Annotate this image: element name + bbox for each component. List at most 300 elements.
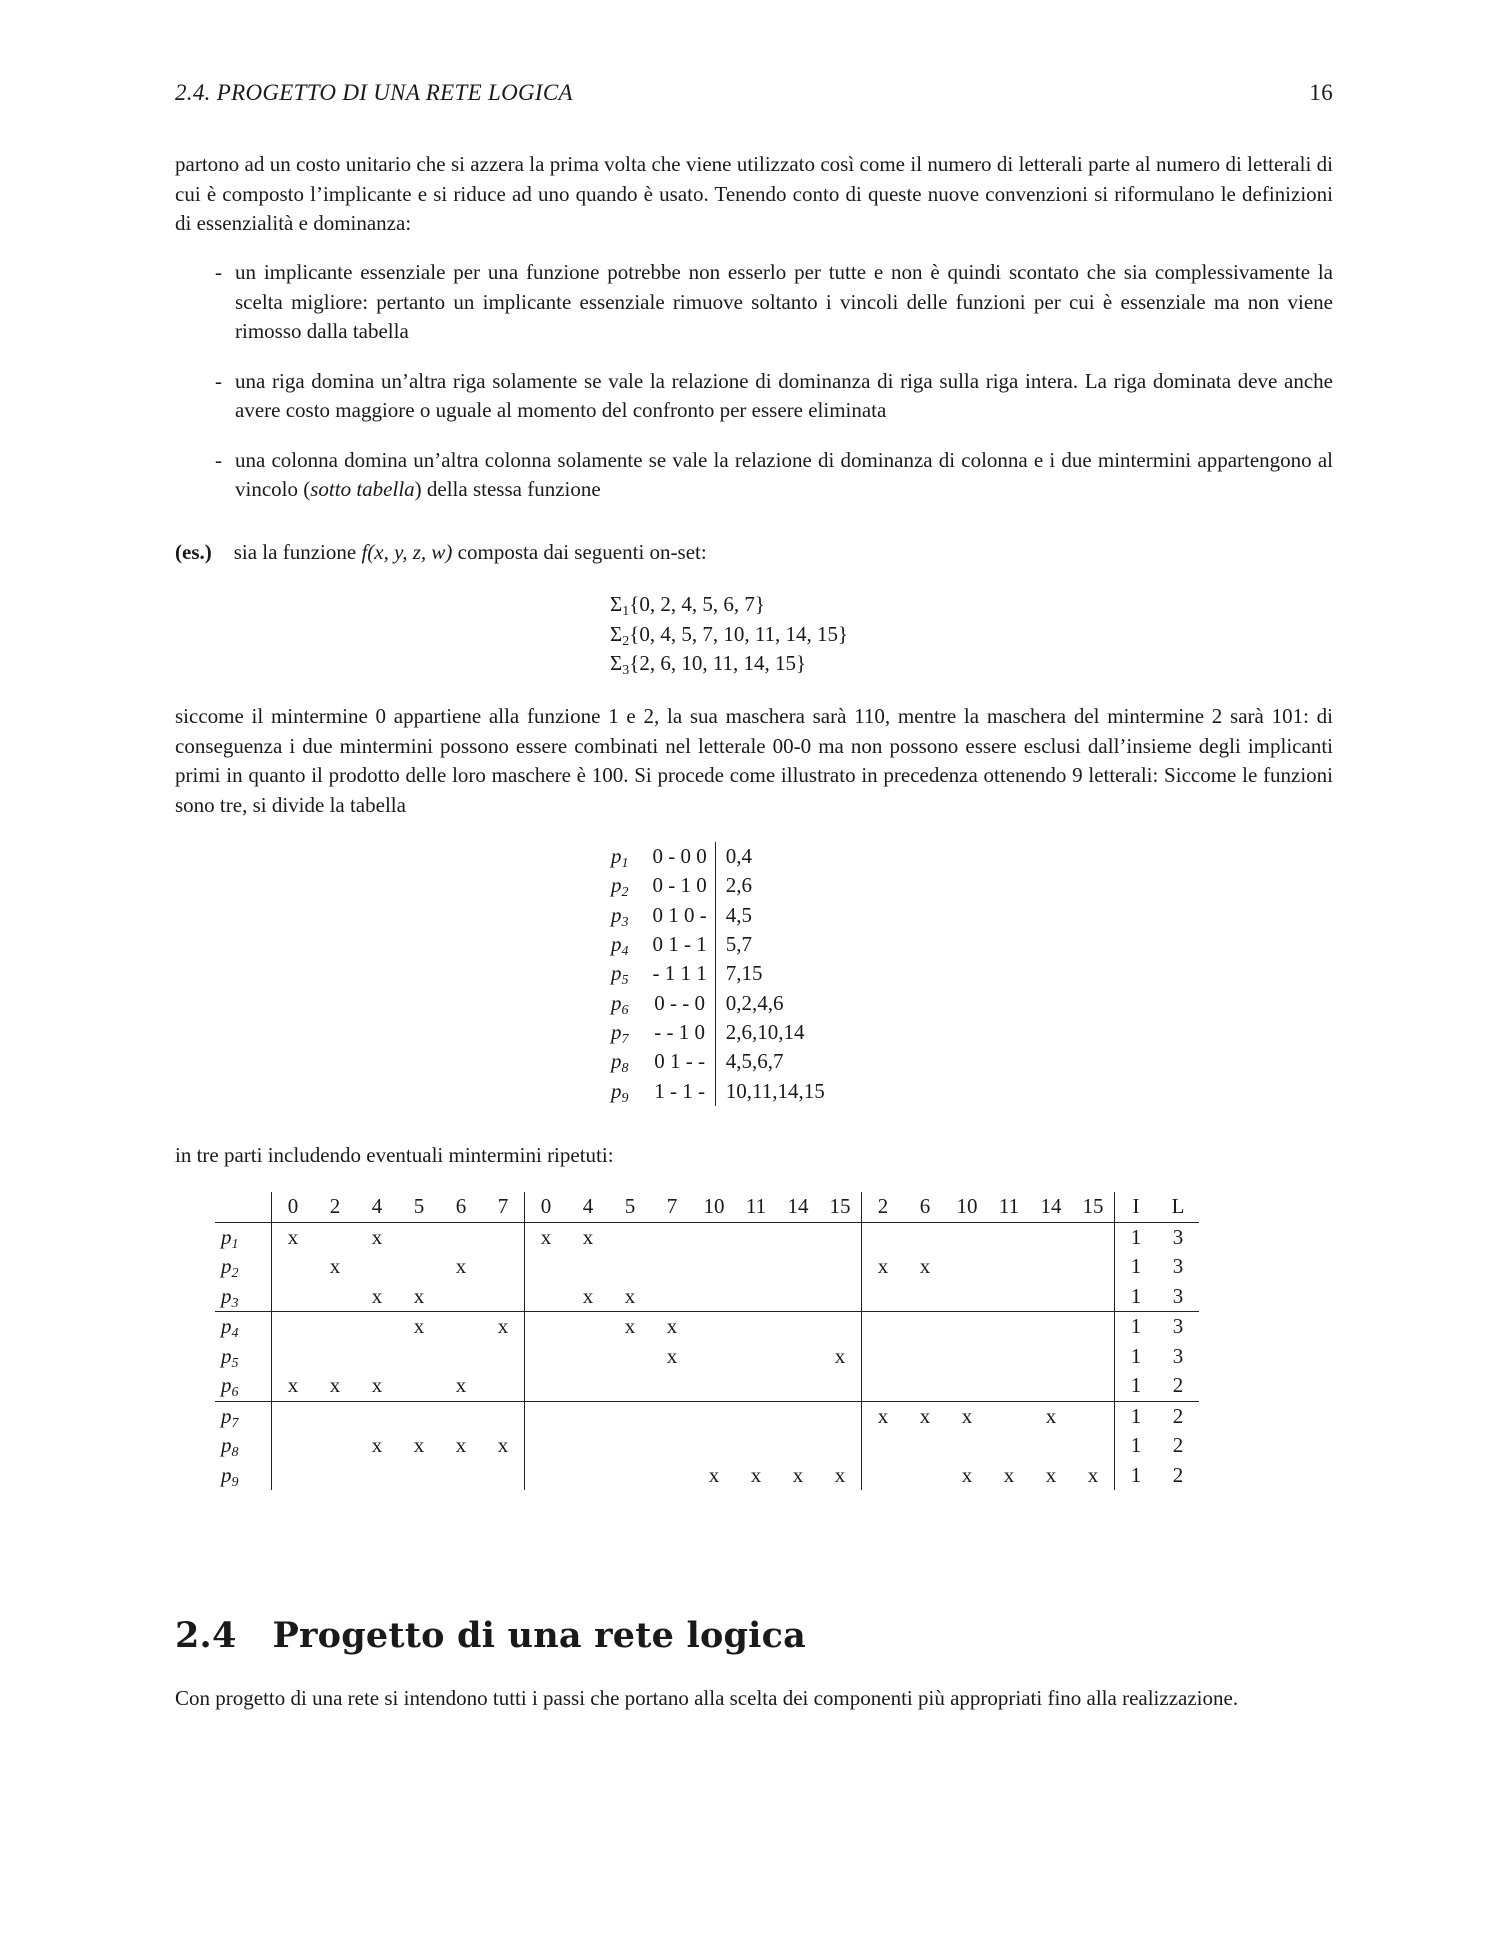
- implicant-letter: p: [221, 1343, 232, 1368]
- coverage-cell: [482, 1222, 525, 1252]
- table-row: [605, 1018, 831, 1047]
- onset-values: {2, 6, 10, 11, 14, 15}: [629, 651, 807, 675]
- coverage-cell: [904, 1282, 946, 1312]
- minterm-header: 7: [651, 1192, 693, 1222]
- coverage-table-body: [215, 1222, 1199, 1490]
- definitions-list: [175, 258, 1333, 525]
- coverage-cell: [1030, 1371, 1072, 1401]
- coverage-cell: [988, 1342, 1030, 1372]
- implicant-label: [605, 1076, 647, 1105]
- coverage-cell: [609, 1342, 651, 1372]
- implicant-index: 1: [621, 856, 629, 872]
- coverage-cell: [314, 1342, 356, 1372]
- coverage-mark: x: [525, 1222, 568, 1252]
- onset-line: [610, 620, 848, 650]
- coverage-cell: [735, 1431, 777, 1461]
- cost-header: I: [1115, 1192, 1158, 1222]
- minterm-header: 2: [862, 1192, 905, 1222]
- coverage-cell: [398, 1252, 440, 1282]
- coverage-mark: x: [398, 1282, 440, 1312]
- table-row: [215, 1222, 1199, 1252]
- onset-values: {0, 4, 5, 7, 10, 11, 14, 15}: [629, 621, 849, 646]
- table-row: [215, 1371, 1199, 1401]
- minterm-header: 7: [482, 1192, 525, 1222]
- bullet-text-part: ) della stessa funzione: [414, 477, 601, 501]
- corner-cell: [215, 1192, 272, 1222]
- coverage-cell: [693, 1371, 735, 1401]
- onset-line: [610, 590, 848, 620]
- section-heading: [175, 1615, 806, 1656]
- coverage-table: [215, 1192, 1199, 1490]
- implicant-index: 4: [231, 1326, 239, 1342]
- implicants-table-body: [605, 842, 831, 1106]
- implicant-letter: p: [611, 990, 622, 1015]
- row-label: [215, 1282, 272, 1312]
- coverage-cell: [482, 1342, 525, 1372]
- row-label: [215, 1401, 272, 1431]
- minterm-header: 14: [1030, 1192, 1072, 1222]
- implicant-letter: p: [611, 844, 622, 869]
- row-label: [215, 1461, 272, 1491]
- implicant-minterms: 2,6,10,14: [725, 1019, 805, 1044]
- implicant-index: 9: [231, 1474, 239, 1490]
- coverage-mark: x: [356, 1371, 398, 1401]
- table-row: [605, 1076, 831, 1105]
- coverage-mark: x: [582, 1224, 594, 1249]
- minterm-header: 4: [356, 1192, 398, 1222]
- coverage-cell: [946, 1222, 988, 1252]
- minterm-header: 6: [904, 1192, 946, 1222]
- implicant-code: 1 - 1 -: [647, 1076, 716, 1105]
- implicant-minterms: 10,11,14,15: [725, 1078, 825, 1103]
- implicant-index: 5: [231, 1355, 239, 1371]
- section-paragraph: Con progetto di una rete si intendono tutti i passi che portano alla scelta dei componenti più appropriati fino alla realizzazione.: [175, 1686, 1239, 1710]
- coverage-cell: [693, 1252, 735, 1282]
- coverage-cell: [525, 1401, 568, 1431]
- implicant-letter: p: [221, 1254, 232, 1279]
- cost-i: 1: [1115, 1371, 1158, 1401]
- implicant-letter: p: [611, 902, 622, 927]
- coverage-cell: [609, 1431, 651, 1461]
- header-title: 2.4. PROGETTO DI UNA RETE LOGICA: [175, 80, 573, 105]
- implicants-table: [605, 842, 831, 1106]
- minterm-header: 11: [735, 1192, 777, 1222]
- implicant-letter: p: [611, 1078, 622, 1103]
- coverage-cell: [1030, 1342, 1072, 1372]
- coverage-cell: [398, 1461, 440, 1491]
- coverage-cell: [609, 1371, 651, 1401]
- coverage-cell: [272, 1312, 315, 1342]
- coverage-cell: [314, 1431, 356, 1461]
- coverage-header-row: [215, 1192, 1199, 1222]
- coverage-mark: x: [1045, 1462, 1057, 1487]
- minterm-header: 6: [440, 1192, 482, 1222]
- coverage-cell: [482, 1371, 525, 1401]
- coverage-mark: x: [1003, 1462, 1015, 1487]
- coverage-cell: [819, 1252, 862, 1282]
- coverage-cell: [946, 1342, 988, 1372]
- running-header: [175, 80, 1333, 106]
- coverage-mark: x: [329, 1254, 341, 1279]
- coverage-mark: x: [666, 1314, 678, 1339]
- bullet-dash: -: [215, 368, 222, 393]
- implicant-code: 0 - 1 0: [647, 871, 716, 900]
- coverage-mark: x: [708, 1462, 720, 1487]
- implicant-letter: p: [221, 1224, 232, 1249]
- coverage-cell: [862, 1222, 905, 1252]
- coverage-cell: [272, 1461, 315, 1491]
- coverage-cell: [609, 1461, 651, 1491]
- coverage-mark: x: [1087, 1462, 1099, 1487]
- coverage-cell: [651, 1282, 693, 1312]
- minterm-header: 10: [946, 1192, 988, 1222]
- coverage-mark: x: [356, 1282, 398, 1312]
- coverage-mark: x: [272, 1371, 315, 1401]
- coverage-cell: [693, 1431, 735, 1461]
- coverage-cell: [988, 1431, 1030, 1461]
- implicant-letter: p: [221, 1462, 232, 1487]
- implicant-letter: p: [221, 1373, 232, 1398]
- minterm-header: 10: [693, 1192, 735, 1222]
- implicant-minterms: 4,5: [725, 902, 752, 927]
- coverage-cell: [440, 1342, 482, 1372]
- cost-i: 1: [1115, 1401, 1158, 1431]
- coverage-cell: [862, 1342, 905, 1372]
- implicant-code: 0 - - 0: [647, 988, 716, 1017]
- implicant-index: 4: [621, 944, 629, 960]
- coverage-cell: [272, 1431, 315, 1461]
- implicant-index: 8: [231, 1445, 239, 1461]
- row-label: [215, 1431, 272, 1461]
- coverage-cell: [567, 1431, 609, 1461]
- implicant-code: - - 1 0: [647, 1018, 716, 1047]
- implicant-letter: p: [611, 1049, 622, 1074]
- implicant-index: 6: [231, 1385, 239, 1401]
- coverage-cell: [862, 1282, 905, 1312]
- implicant-label: [605, 1047, 647, 1076]
- implicant-label: [605, 901, 647, 930]
- cost-header: L: [1157, 1192, 1199, 1222]
- coverage-cell: [482, 1401, 525, 1431]
- bullet-text-part: una colonna domina un’altra colonna solamente se vale la relazione di dominanza di colonna e i due mintermini appartengono al vincolo (: [235, 447, 1333, 501]
- coverage-cell: [1072, 1342, 1115, 1372]
- implicant-minterms: 5,7: [725, 932, 752, 957]
- coverage-cell: [1072, 1282, 1115, 1312]
- coverage-cell: [314, 1222, 356, 1252]
- coverage-cell: [1072, 1312, 1115, 1342]
- coverage-cell: [819, 1312, 862, 1342]
- table-row: [605, 871, 831, 900]
- implicant-letter: p: [221, 1283, 232, 1308]
- minterm-header: 14: [777, 1192, 819, 1222]
- table-row: [215, 1461, 1199, 1491]
- bullet-text: [235, 448, 1333, 502]
- coverage-mark: x: [834, 1343, 846, 1368]
- coverage-cell: [356, 1401, 398, 1431]
- coverage-cell: [1030, 1252, 1072, 1282]
- coverage-cell: [272, 1282, 315, 1312]
- coverage-cell: [819, 1371, 862, 1401]
- implicant-letter: p: [221, 1403, 232, 1428]
- table-row: [215, 1282, 1199, 1312]
- coverage-cell: [398, 1222, 440, 1252]
- bullet-dash: -: [215, 260, 222, 284]
- coverage-cell: [440, 1461, 482, 1491]
- bullet-dash: -: [215, 447, 222, 472]
- implicant-index: 9: [621, 1090, 629, 1106]
- sigma-symbol: Σ: [610, 651, 623, 675]
- coverage-cell: [735, 1371, 777, 1401]
- cost-i: 1: [1115, 1282, 1158, 1312]
- coverage-cell: [819, 1401, 862, 1431]
- implicant-minterms: 7,15: [725, 961, 763, 986]
- coverage-cell: [440, 1222, 482, 1252]
- minterm-header: 15: [1072, 1192, 1115, 1222]
- table-row: [605, 1047, 831, 1076]
- coverage-cell: [609, 1222, 651, 1252]
- coverage-cell: [651, 1401, 693, 1431]
- coverage-cell: [693, 1282, 735, 1312]
- implicant-index: 8: [621, 1061, 629, 1077]
- sigma-symbol: Σ: [610, 592, 623, 616]
- coverage-cell: [567, 1461, 609, 1491]
- minterm-header: 5: [609, 1192, 651, 1222]
- coverage-cell: [525, 1461, 568, 1491]
- minterm-header: 15: [819, 1192, 862, 1222]
- coverage-mark: x: [1045, 1403, 1057, 1428]
- example-text: composta dai seguenti on-set:: [452, 540, 707, 564]
- cost-i: 1: [1115, 1252, 1158, 1282]
- coverage-cell: [988, 1252, 1030, 1282]
- coverage-cell: [272, 1252, 315, 1282]
- coverage-cell: [735, 1401, 777, 1431]
- coverage-cell: [272, 1342, 315, 1372]
- coverage-mark: x: [961, 1462, 973, 1487]
- onset-line: [610, 649, 848, 679]
- coverage-cell: [482, 1252, 525, 1282]
- coverage-cell: [440, 1401, 482, 1431]
- implicant-minterms: 0,2,4,6: [725, 990, 784, 1015]
- coverage-cell: [567, 1252, 609, 1282]
- coverage-mark: x: [862, 1401, 905, 1431]
- list-item: [175, 446, 1333, 505]
- coverage-cell: [988, 1282, 1030, 1312]
- list-item: [175, 367, 1333, 426]
- coverage-cell: [1072, 1401, 1115, 1431]
- section-title: Progetto di una rete logica: [272, 1615, 807, 1656]
- onset-values: {0, 2, 4, 5, 6, 7}: [629, 592, 765, 616]
- implicant-letter: p: [221, 1314, 232, 1339]
- coverage-mark: x: [919, 1403, 931, 1428]
- cost-i: 1: [1115, 1342, 1158, 1372]
- implicant-label: [605, 842, 647, 871]
- cost-l: 3: [1172, 1314, 1184, 1339]
- coverage-cell: [819, 1282, 862, 1312]
- coverage-cell: [819, 1431, 862, 1461]
- bullet-text: un implicante essenziale per una funzione potrebbe non esserlo per tutte e non è quindi scontato che sia complessivamente la scelta migliore: pertanto un implicante essenziale rimuove soltanto i vincoli delle funzioni per cui è essenziale ma non viene rimosso dalla tabella: [235, 260, 1333, 343]
- cost-l: 3: [1172, 1343, 1184, 1368]
- minterm-header: 2: [314, 1192, 356, 1222]
- coverage-cell: [693, 1342, 735, 1372]
- coverage-cell: [651, 1252, 693, 1282]
- table-row: [215, 1252, 1199, 1282]
- function-expression: f(x, y, z, w): [361, 540, 453, 564]
- minterm-header: 0: [525, 1192, 568, 1222]
- coverage-mark: x: [666, 1343, 678, 1368]
- coverage-cell: [988, 1401, 1030, 1431]
- coverage-mark: x: [371, 1433, 383, 1458]
- coverage-cell: [735, 1282, 777, 1312]
- bullet-emphasis: sotto tabella: [310, 477, 415, 501]
- coverage-cell: [651, 1461, 693, 1491]
- coverage-cell: [567, 1312, 609, 1342]
- onset-index: 1: [622, 604, 630, 619]
- coverage-mark: x: [497, 1433, 509, 1458]
- coverage-cell: [862, 1312, 905, 1342]
- implicant-minterms: 4,5,6,7: [725, 1049, 784, 1074]
- page-number: 16: [1309, 80, 1333, 105]
- coverage-cell: [609, 1252, 651, 1282]
- coverage-cell: [693, 1222, 735, 1252]
- coverage-cell: [525, 1371, 568, 1401]
- coverage-cell: [525, 1252, 568, 1282]
- table-row: [605, 842, 831, 871]
- coverage-cell: [567, 1371, 609, 1401]
- coverage-cell: [777, 1222, 819, 1252]
- cost-l: 2: [1157, 1371, 1199, 1401]
- coverage-mark: x: [455, 1433, 467, 1458]
- coverage-cell: [1030, 1282, 1072, 1312]
- coverage-cell: [946, 1312, 988, 1342]
- coverage-cell: [356, 1461, 398, 1491]
- implicant-index: 2: [231, 1266, 239, 1282]
- onset-list: [610, 590, 848, 679]
- implicant-label: [605, 959, 647, 988]
- cost-i: 1: [1115, 1222, 1158, 1252]
- table-row: [605, 901, 831, 930]
- implicant-index: 6: [621, 1002, 629, 1018]
- cost-i: 1: [1115, 1312, 1158, 1342]
- coverage-cell: [735, 1342, 777, 1372]
- coverage-cell: [1030, 1431, 1072, 1461]
- coverage-cell: [398, 1371, 440, 1401]
- implicant-label: [605, 988, 647, 1017]
- implicant-index: 7: [231, 1415, 239, 1431]
- row-label: [215, 1222, 272, 1252]
- coverage-cell: [988, 1371, 1030, 1401]
- implicant-letter: p: [611, 932, 622, 957]
- implicant-code: 0 - 0 0: [647, 842, 716, 871]
- coverage-mark: x: [919, 1254, 931, 1279]
- coverage-cell: [440, 1282, 482, 1312]
- coverage-mark: x: [455, 1254, 467, 1279]
- implicant-minterms: 2,6: [725, 873, 752, 898]
- implicant-index: 3: [231, 1295, 239, 1311]
- coverage-cell: [946, 1431, 988, 1461]
- table-row: [215, 1312, 1199, 1342]
- coverage-mark: x: [624, 1314, 636, 1339]
- implicant-index: 5: [621, 973, 629, 989]
- intro-paragraph: partono ad un costo unitario che si azzera la prima volta che viene utilizzato così come il numero di letterali parte al numero di letterali di cui è composto l’implicante e si riduce ad uno quando è usato. Tenendo conto di queste nuove convenzioni si riformulano le definizioni di essenzialità e dominanza:: [175, 152, 1333, 235]
- table-row: [215, 1431, 1199, 1461]
- coverage-cell: [1072, 1222, 1115, 1252]
- table-row: [215, 1342, 1199, 1372]
- table-row: [605, 988, 831, 1017]
- coverage-cell: [1030, 1312, 1072, 1342]
- implicant-code: - 1 1 1: [647, 959, 716, 988]
- table-row: [215, 1401, 1199, 1431]
- coverage-cell: [946, 1371, 988, 1401]
- coverage-cell: [356, 1252, 398, 1282]
- coverage-cell: [1030, 1222, 1072, 1252]
- coverage-cell: [356, 1342, 398, 1372]
- implicant-label: [605, 871, 647, 900]
- coverage-cell: [735, 1312, 777, 1342]
- example-text: sia la funzione: [233, 540, 362, 564]
- coverage-cell: [651, 1222, 693, 1252]
- coverage-cell: [735, 1222, 777, 1252]
- cost-i: 1: [1115, 1431, 1158, 1461]
- implicant-index: 3: [621, 914, 629, 930]
- cost-l: 2: [1172, 1462, 1184, 1487]
- minterm-header: 4: [567, 1192, 609, 1222]
- coverage-cell: [314, 1312, 356, 1342]
- coverage-mark: x: [272, 1222, 315, 1252]
- cost-l: 3: [1157, 1282, 1199, 1312]
- implicant-index: 7: [621, 1031, 629, 1047]
- coverage-cell: [567, 1342, 609, 1372]
- list-item: [175, 258, 1333, 347]
- implicant-label: [605, 1018, 647, 1047]
- coverage-cell: [398, 1401, 440, 1431]
- implicant-code: 0 1 0 -: [647, 901, 716, 930]
- coverage-cell: [735, 1252, 777, 1282]
- cost-l: 2: [1172, 1433, 1184, 1458]
- coverage-cell: [609, 1401, 651, 1431]
- cost-l: 3: [1172, 1254, 1184, 1279]
- coverage-cell: [862, 1431, 905, 1461]
- table-row: [605, 959, 831, 988]
- coverage-mark: x: [371, 1224, 383, 1249]
- coverage-cell: [1072, 1431, 1115, 1461]
- coverage-cell: [777, 1371, 819, 1401]
- coverage-cell: [904, 1371, 946, 1401]
- coverage-cell: [777, 1401, 819, 1431]
- coverage-cell: [651, 1371, 693, 1401]
- coverage-cell: [314, 1401, 356, 1431]
- coverage-mark: x: [413, 1314, 425, 1339]
- coverage-cell: [440, 1312, 482, 1342]
- mask-paragraph: siccome il mintermine 0 appartiene alla funzione 1 e 2, la sua maschera sarà 110, mentre la maschera del mintermine 2 sarà 101: di conseguenza i due mintermini possono essere combinati nel letterale 00-0 ma non possono essere esclusi dall’insieme degli implicanti primi in quanto il prodotto delle loro maschere è 100. Si procede come illustrato in precedenza ottenendo 9 letterali: Siccome le funzioni sono tre, si divide la tabella: [175, 704, 1333, 817]
- table-lead-in: in tre parti includendo eventuali mintermini ripetuti:: [175, 1143, 614, 1167]
- coverage-cell: [525, 1312, 568, 1342]
- onset-index: 2: [622, 633, 630, 649]
- coverage-cell: [314, 1461, 356, 1491]
- coverage-cell: [482, 1461, 525, 1491]
- implicant-code: 0 1 - -: [647, 1047, 716, 1076]
- table-row: [605, 930, 831, 959]
- coverage-cell: [693, 1401, 735, 1431]
- implicant-letter: p: [611, 961, 622, 986]
- bullet-text: una riga domina un’altra riga solamente se vale la relazione di dominanza di riga sulla riga intera. La riga dominata deve anche avere costo maggiore o uguale al momento del confronto per essere eliminata: [235, 368, 1333, 422]
- coverage-mark: x: [413, 1433, 425, 1458]
- coverage-cell: [988, 1312, 1030, 1342]
- coverage-mark: x: [609, 1282, 651, 1312]
- row-label: [215, 1252, 272, 1282]
- minterm-header: 11: [988, 1192, 1030, 1222]
- coverage-cell: [356, 1312, 398, 1342]
- coverage-cell: [904, 1222, 946, 1252]
